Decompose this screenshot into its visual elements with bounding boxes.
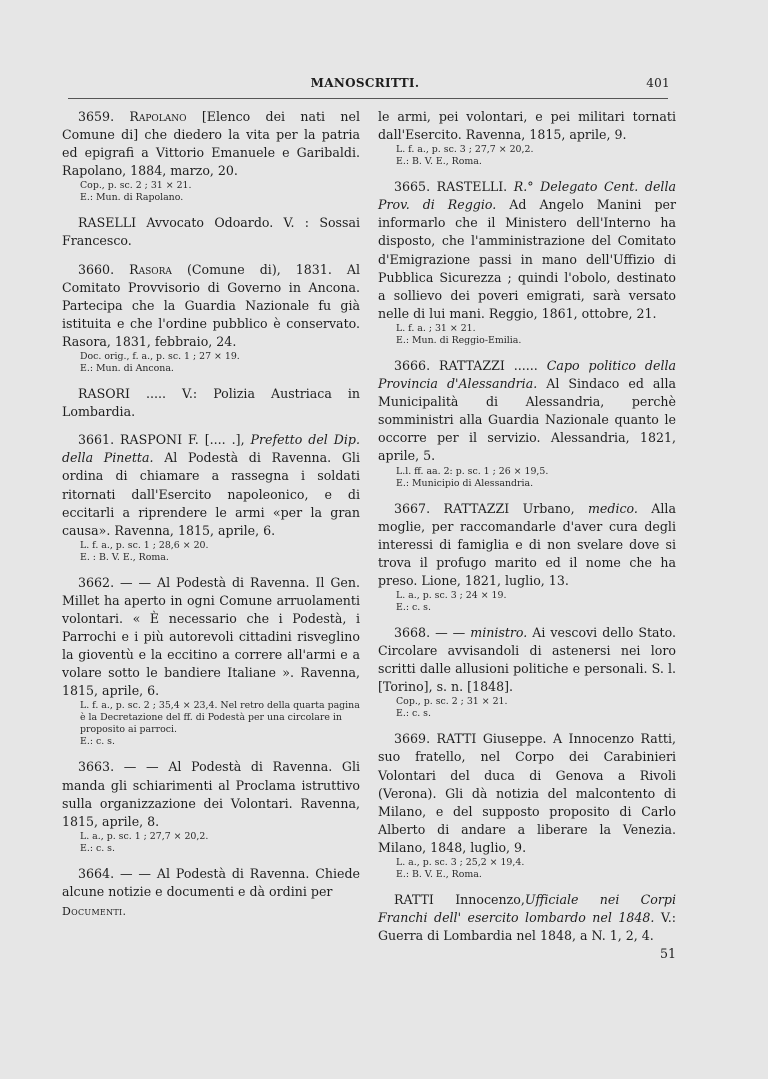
page-number: 401 — [646, 76, 670, 90]
entry-number: 3662 — [78, 574, 111, 590]
entry-meta: L. a., p. sc. 1 ; 27,7 × 20,2. — [80, 830, 209, 842]
cross-reference: RASELLI Avvocato Odoardo. V. : Sossai Francesco. — [62, 215, 360, 249]
entry-number: 3663 — [78, 759, 111, 775]
entry-source: E.: Mun. di Reggio-Emilia. — [396, 334, 522, 346]
entry-number: 3664 — [78, 865, 111, 881]
entry-dash: — — — [119, 865, 151, 881]
entry-number: 3659 — [78, 109, 111, 124]
entry-text: A Innocenzo Ratti, suo fratello, nel Corpo dei Carabinieri Volontari del duca di Genova a Rivoli (Verona). Gli dà notizia del malcontento di Milano, e del supposto proposito di Carlo Alberto di andare a liberare la Venezia. Milano, 1848, luglio, 9. — [378, 731, 676, 855]
entry-name: RASPONI F. [.... .], — [120, 432, 245, 448]
entry-meta: L. f. a., p. sc. 1 ; 28,6 × 20. — [80, 539, 209, 551]
header-rule — [68, 98, 668, 99]
entry-text: Al Podestà di Ravenna. Il Gen. Millet ha aperto in ogni Comune arruolamenti volontari. « È necessario che i Podestà, i Parrochi e i più autorevoli cittadini risveglino la gioventù e la eccitino a correre all'armi e a volare sotto le bandiere Italiane ». Ravenna, 1815, aprile, 6. — [62, 574, 360, 699]
entry-heading: Rasora — [129, 261, 172, 277]
footer-number: 51 — [659, 946, 676, 962]
entry-text: (Comune di), 1831. Al Comitato Provvisorio di Governo in Ancona. Partecipa che la Guardia Nazionale fu già istituita e che l'ordine pubblico è conservato. Rasora, 1831, febbraio, 24. — [62, 261, 360, 349]
entry-text: Ai vescovi dello Stato. Circolare avvisandoli di astenersi nei loro scritti dalle allusioni politiche e personali. S. l. [Torino], s. n. [1848]. — [378, 624, 676, 695]
entry-role: Capo politico della Provincia d'Alessandria. — [378, 357, 677, 392]
entry-3663: 3663. — — Al Podestà di Ravenna. Gli manda gli schiarimenti al Proclama istruttivo sulla organizzazione dei Volontari. Ravenna, 1815, aprile, 8. L. a., p. sc. 1 ; 27,7 × 20,2. E.: c. s. — [62, 759, 361, 854]
entry-source: E.: c. s. — [396, 601, 431, 613]
entry-meta: Doc. orig., f. a., p. sc. 1 ; 27 × 19. — [80, 351, 240, 363]
entry-meta: L. f. a., p. sc. 3 ; 27,7 × 20,2. — [396, 144, 534, 156]
signature-mark: Documenti. — [62, 905, 127, 918]
entry-number: 3668 — [394, 624, 427, 640]
entry-3662: 3662. — — Al Podestà di Ravenna. Il Gen. Millet ha aperto in ogni Comune arruolamenti volontari. « È necessario che i Podestà, i Parrochi e i più autorevoli cittadini risveglino la gioventù e la eccitino a correre all'armi e a volare sotto le bandiere Italiane ». Ravenna, 1815, aprile, 6. L. f. a., p. sc. 2 ; 35,4 × 23,4. Nel retro della quarta pagina è la Decretazione del ff. di Podestà per una circolare in proposito ai parroci. E.: c. s. — [62, 574, 360, 748]
see-name: RATTI Innocenzo, — [394, 892, 525, 907]
entry-source: E.: Mun. di Ancona. — [80, 363, 174, 375]
entry-name: RATTI Giuseppe. — [436, 731, 547, 747]
entry-text: Al Podestà di Ravenna. Gli ordina di chiamare a rassegna i soldati ritornati dall'Esercito napoleonico, e di eccitarli a riprendere le armi «per la gran causa». Ravenna, 1815, aprile, 6. — [62, 450, 360, 538]
entry-text: Al Podestà di Ravenna. Chiede alcune notizie e documenti e dà ordini per — [62, 865, 360, 899]
entry-meta: L.l. ff. aa. 2: p. sc. 1 ; 26 × 19,5. — [396, 465, 549, 477]
cross-reference — [378, 891, 676, 945]
entry-source: E.: c. s. — [80, 842, 115, 854]
entry-text: [Elenco dei nati nel Comune di] che diedero la vita per la patria ed epigrafi a Vittorio Emanuele e Garibaldi. Rapolano, 1884, marzo, 20. — [62, 109, 360, 179]
entry-3667: 3667. RATTAZZI Urbano, medico. Alla moglie, per raccomandarle d'aver cura degli interessi di famiglia e di non svelare dove si trova il profugo marito ed il nome che ha preso. Lione, 1821, luglio, 13. L. a., p. sc. 3 ; 24 × 19. E.: c. s. — [378, 500, 676, 613]
entry-meta: L. a., p. sc. 3 ; 25,2 × 19,4. — [396, 857, 525, 868]
entry-number: 3665 — [394, 179, 427, 195]
entry-source: E.: B. V. E., Roma. — [396, 156, 482, 168]
entry-role: ministro. — [470, 624, 528, 640]
page-title: MANOSCRITTI. — [310, 76, 420, 90]
see-target: V.: Guerra di Lombardia nel 1848, a N. 1, 2, 4. — [378, 910, 676, 944]
entry-heading: Rapolano — [129, 109, 187, 124]
entry-dash: — — — [119, 574, 152, 590]
entry-text: Alla moglie, per raccomandarle d'aver cura degli interessi di famiglia e di non svelare dove si trova il profugo marito ed il nome che ha preso. Lione, 1821, luglio, 13. — [378, 500, 676, 588]
left-column — [62, 108, 360, 921]
entry-source: E.: B. V. E., Roma. — [396, 869, 482, 880]
right-column — [378, 108, 676, 963]
entry-3668: 3668. — — ministro. Ai vescovi dello Stato. Circolare avvisandoli di astenersi nei loro scritti dalle allusioni politiche e personali. S. l. [Torino], s. n. [1848]. Cop., p. sc. 2 ; 31 × 21. E.: c. s. — [378, 624, 676, 720]
entry-3661: 3661. RASPONI F. [.... .], Prefetto del Dip. della Pinetta. Al Podestà di Ravenna. Gli ordina di chiamare a rassegna i soldati ritornati dall'Esercito napoleonico, e di eccitarli a riprendere le armi «per la gran causa». Ravenna, 1815, aprile, 6. L. f. a., p. sc. 1 ; 28,6 × 20. E. : B. V. E., Roma. — [62, 432, 360, 563]
entry-3659: 3659. Rapolano [Elenco dei nati nel Comune di] che diedero la vita per la patria ed epigrafi a Vittorio Emanuele e Garibaldi. Rapolano, 1884, marzo, 20. Cop., p. sc. 2 ; 31 × 21. E.: Mun. di Rapolano. — [62, 109, 360, 204]
entry-role: R.° Delegato Cent. della Prov. di Reggio. — [378, 179, 676, 213]
entry-name: RASTELLI. — [436, 179, 508, 195]
entry-source: E.: c. s. — [396, 708, 431, 720]
entry-source: E. : B. V. E., Roma. — [80, 551, 169, 563]
entry-number: 3661 — [78, 432, 111, 448]
see-role: Ufficiale nei Corpi Franchi dell' esercito lombardo nel 1848. — [378, 892, 676, 926]
entry-dash: — — — [123, 759, 159, 775]
entry-source: E.: c. s. — [80, 736, 115, 748]
entry-meta: L. a., p. sc. 3 ; 24 × 19. — [396, 589, 507, 601]
entry-text: Al Sindaco ed alla Municipalità di Alessandria, perchè somministri alla Guardia Nazionale quanto le occorre per il servizio. Alessandria, 1821, aprile, 5. — [378, 376, 676, 464]
entry-name: RATTAZZI Urbano, — [443, 500, 575, 516]
entry-text: le armi, pei volontari, e pei militari tornati dall'Esercito. Ravenna, 1815, aprile, 9. — [378, 109, 676, 143]
entry-role: Prefetto del Dip. della Pinetta. — [62, 432, 360, 466]
entry-3666: 3666. RATTAZZI ...... Capo politico della Provincia d'Alessandria. Al Sindaco ed alla Municipalità di Alessandria, perchè somministri alla Guardia Nazionale quanto le occorre per il servizio. Alessandria, 1821, aprile, 5. L.l. ff. aa. 2: p. sc. 1 ; 26 × 19,5. E.: Municipio di Alessandria. — [378, 357, 677, 489]
entry-3660: 3660. Rasora (Comune di), 1831. Al Comitato Provvisorio di Governo in Ancona. Partecipa che la Guardia Nazionale fu già istituita e che l'ordine pubblico è conservato. Rasora, 1831, febbraio, 24. Doc. orig., f. a., p. sc. 1 ; 27 × 19. E.: Mun. di Ancona. — [62, 261, 360, 375]
entry-number: 3669 — [394, 731, 427, 747]
entry-number: 3667 — [394, 500, 427, 516]
entry-source: E.: Municipio di Alessandria. — [396, 477, 534, 489]
entry-text: Al Podestà di Ravenna. Gli manda gli schiarimenti al Proclama istruttivo sulla organizzazione dei Volontari. Ravenna, 1815, aprile, 8. — [62, 759, 361, 829]
entry-text: Ad Angelo Manini per informarlo che il Ministero dell'Interno ha disposto, che l'amministrazione del Comitato d'Emigrazione passi in mano dell'Uffizio di Pubblica Sicurezza ; quindi l'obolo, destinato a sollievo dei poveri emigrati, sarà versato nelle di lui mani. Reggio, 1861, ottobre, 21. — [378, 197, 677, 321]
entry-number: 3666 — [394, 357, 427, 373]
entry-3665: 3665. RASTELLI. R.° Delegato Cent. della Prov. di Reggio. Ad Angelo Manini per informarlo che il Ministero dell'Interno ha disposto, che l'amministrazione del Comitato d'Emigrazione passi in mano dell'Uffizio di Pubblica Sicurezza ; quindi l'obolo, destinato a sollievo dei poveri emigrati, sarà versato nelle di lui mani. Reggio, 1861, ottobre, 21. L. f. a. ; 31 × 21. E.: Mun. di Reggio-Emilia. — [378, 179, 677, 346]
entry-meta: L. f. a. ; 31 × 21. — [396, 322, 476, 334]
entry-3669: 3669. RATTI Giuseppe. A Innocenzo Ratti, suo fratello, nel Corpo dei Carabinieri Volontari del duca di Genova a Rivoli (Verona). Gli dà notizia del malcontento di Milano, e del supposto proposito di Carlo Alberto di andare a liberare la Venezia. Milano, 1848, luglio, 9. L. a., p. sc. 3 ; 25,2 × 19,4. E.: B. V. E., Roma. — [378, 731, 676, 880]
entry-3664-continued — [378, 108, 676, 168]
entry-name: RATTAZZI ...... — [439, 357, 538, 373]
entry-meta: Cop., p. sc. 2 ; 31 × 21. — [80, 180, 192, 192]
entry-role: medico. — [587, 500, 638, 516]
entry-number: 3660 — [78, 261, 111, 277]
entry-dash: — — — [435, 624, 466, 640]
cross-reference: RASORI ..... V.: Polizia Austriaca in Lombardia. — [62, 386, 360, 420]
entry-meta: L. f. a., p. sc. 2 ; 35,4 × 23,4. Nel retro della quarta pagina è la Decretazione del ff. di Podestà per una circolare in proposito ai parroci. — [80, 700, 360, 736]
entry-3664: 3664. — — Al Podestà di Ravenna. Chiede alcune notizie e documenti e dà ordini per — [62, 865, 360, 899]
entry-source: E.: Mun. di Rapolano. — [80, 192, 184, 204]
entry-meta: Cop., p. sc. 2 ; 31 × 21. — [396, 696, 508, 708]
